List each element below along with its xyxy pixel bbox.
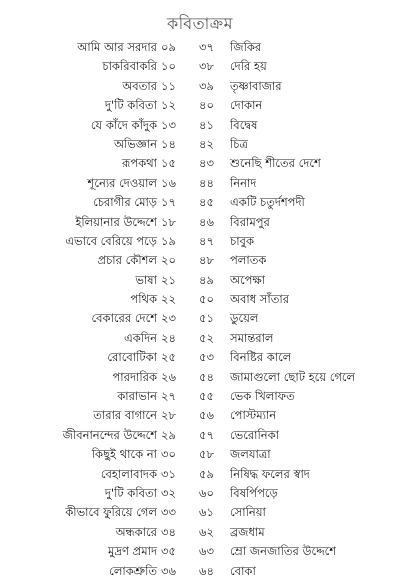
toc-right-page: ৬১ <box>199 505 214 520</box>
toc-left-title: শূন্যের দেওয়াল <box>87 175 157 190</box>
toc-left-page: ১৬ <box>161 175 176 190</box>
toc-right-page: ৫৬ <box>199 408 214 423</box>
toc-left-page: ৩০ <box>161 447 176 462</box>
toc-right-title: সোনিয়া <box>230 505 266 520</box>
toc-row <box>0 96 400 115</box>
toc-left-title: ভাষা <box>135 272 157 287</box>
toc-row <box>0 77 400 96</box>
toc-row <box>0 542 400 561</box>
toc-row <box>0 329 400 348</box>
toc-row <box>0 348 400 367</box>
toc-right-page: ৪৩ <box>199 156 214 171</box>
toc-left-page: ৩৫ <box>161 544 176 559</box>
toc-left-page: ২১ <box>161 272 176 287</box>
toc-left-page: ২০ <box>161 253 176 268</box>
toc-left-title: কিছুই থাকে না <box>91 447 157 462</box>
toc-left-title: চেরাগীর মোড় <box>93 195 157 210</box>
toc-right-page: ৫৮ <box>199 447 214 462</box>
toc-row <box>0 135 400 154</box>
toc-left-title: আমি আর সরদার <box>77 40 157 54</box>
toc-right-title: একটি চতুর্দশপদী <box>230 195 305 210</box>
toc-right-title: তৃষ্ণাবাজার <box>230 78 282 93</box>
toc-right-title: নিনাদ <box>230 175 257 190</box>
toc-left-title: পারদারিক <box>112 369 157 384</box>
toc-right-title: ভেরোনিকা <box>230 427 280 442</box>
toc-right-title: ম্রো জনজাতির উদ্দেশে <box>230 544 337 559</box>
toc-right-title: শুনেছি শীতের দেশে <box>230 156 321 171</box>
toc-left-page: ২৩ <box>161 311 176 326</box>
toc-left-page: ০৯ <box>161 40 176 54</box>
toc-right-page: ৩৯ <box>199 78 214 93</box>
toc-left-page: ৩৩ <box>161 505 176 520</box>
toc-right-title: পোস্টম্যান <box>230 408 277 423</box>
toc-left-title: বেকারের দেশে <box>91 311 157 326</box>
toc-left-page: ৩৪ <box>161 524 176 539</box>
page-title: কবিতাক্রম <box>166 14 234 33</box>
toc-left-page: ২৬ <box>161 369 176 384</box>
toc-left-title: অবতার <box>122 78 157 93</box>
toc-left-title: লোকশ্রুতি <box>109 563 157 578</box>
toc-left-page: ৩৬ <box>161 563 176 578</box>
toc-left-page: ৩২ <box>161 485 176 500</box>
toc-left-title: তারার বাগানে <box>93 408 157 423</box>
toc-right-title: দেরি হয় <box>230 59 267 74</box>
toc-left-page: ১৩ <box>161 117 176 132</box>
toc-right-title: বিনষ্টির কালে <box>230 350 292 365</box>
toc-row <box>0 174 400 193</box>
toc-left-title: প্রচার কৌশল <box>97 253 157 268</box>
toc-right-page: ৬৪ <box>199 563 214 578</box>
toc-right-page: ৪৮ <box>199 253 214 268</box>
toc-left-page: ২২ <box>161 292 176 307</box>
toc-left-title: অন্ধকারে <box>115 524 157 539</box>
toc-right-title: ব্রজধাম <box>230 524 265 539</box>
toc-right-title: জিকির <box>230 40 262 54</box>
toc-right-page: ৩৭ <box>199 40 214 54</box>
toc-right-page: ৪৭ <box>199 233 214 248</box>
toc-right-title: বোকা <box>230 563 256 578</box>
toc-row <box>0 232 400 251</box>
toc-right-title: ডুয়েল <box>230 311 259 326</box>
toc-right-page: ৩৮ <box>199 59 214 74</box>
toc-row <box>0 562 400 581</box>
toc-right-title: অপেক্ষা <box>230 272 266 287</box>
toc-left-title: যে কাঁদে কাঁদুক <box>90 117 157 132</box>
toc-row <box>0 57 400 76</box>
toc-row <box>0 38 400 57</box>
toc-left-page: ১২ <box>161 98 176 113</box>
toc-right-page: ৬৩ <box>199 544 214 559</box>
toc-right-page: ৫৪ <box>199 369 214 384</box>
toc-row <box>0 290 400 309</box>
toc-left-page: ১৯ <box>161 233 176 248</box>
toc-row <box>0 406 400 425</box>
toc-table <box>0 38 400 581</box>
toc-row <box>0 503 400 522</box>
toc-left-title: রোবোটিকা <box>107 350 157 365</box>
toc-right-title: বিদ্বেষ <box>230 117 258 132</box>
toc-row <box>0 465 400 484</box>
toc-right-title: জামাগুলো ছোট হয়ে গেলে <box>230 369 356 384</box>
toc-left-title: ইলিয়ানার উদ্দেশে <box>75 214 157 229</box>
toc-left-page: ২৯ <box>161 427 176 442</box>
toc-right-title: পলাতক <box>230 253 267 268</box>
toc-row <box>0 154 400 173</box>
toc-left-title: পথিক <box>130 292 157 307</box>
toc-left-page: ১৭ <box>161 195 176 210</box>
toc-right-page: ৪৬ <box>199 214 214 229</box>
toc-right-title: বিষর্পিপড়ে <box>230 485 278 500</box>
toc-left-page: ২৪ <box>161 330 176 345</box>
toc-row <box>0 387 400 406</box>
toc-left-page: ২৮ <box>161 408 176 423</box>
toc-row <box>0 484 400 503</box>
toc-row <box>0 193 400 212</box>
toc-right-page: ৪৫ <box>199 195 214 210</box>
toc-right-page: ৫৩ <box>199 350 214 365</box>
toc-row <box>0 426 400 445</box>
toc-row <box>0 271 400 290</box>
toc-left-page: ২৫ <box>161 350 176 365</box>
toc-right-title: বিরামপুর <box>230 214 270 229</box>
toc-left-title: এভাবে বেরিয়ে পড়ে <box>65 233 157 248</box>
toc-right-title: ভেক খিলাফত <box>230 389 295 404</box>
toc-left-page: ১০ <box>161 59 176 74</box>
toc-left-title: দু'টি কবিতা <box>104 485 157 500</box>
toc-right-title: দোকান <box>230 98 263 113</box>
toc-left-title: কীভাবে ফুরিয়ে গেল <box>65 505 157 520</box>
toc-right-page: ৪১ <box>199 117 214 132</box>
toc-left-title: বেহালাবাদক <box>100 466 157 481</box>
toc-right-page: ৬০ <box>199 485 214 500</box>
toc-left-page: ৩১ <box>161 466 176 481</box>
toc-left-page: ২৭ <box>161 389 176 404</box>
toc-row <box>0 523 400 542</box>
toc-left-title: কারাভান <box>117 389 157 404</box>
toc-left-page: ১৪ <box>161 136 176 151</box>
toc-right-title: অবাধ সাঁতার <box>230 292 290 307</box>
toc-right-page: ৫৫ <box>199 389 214 404</box>
toc-row <box>0 309 400 328</box>
toc-right-page: ৫২ <box>199 330 214 345</box>
toc-left-page: ১১ <box>161 78 176 93</box>
toc-row <box>0 116 400 135</box>
toc-right-title: নিষিদ্ধ ফলের স্বাদ <box>230 466 310 481</box>
toc-right-page: ৫১ <box>199 311 214 326</box>
toc-left-page: ১৫ <box>161 156 176 171</box>
toc-left-title: মুদ্রণ প্রমাদ <box>108 544 157 559</box>
toc-left-title: চাকরিবাকরি <box>102 59 157 74</box>
toc-right-page: ৪৯ <box>199 272 214 287</box>
toc-left-title: একদিন <box>124 330 157 345</box>
toc-right-page: ৪২ <box>199 136 214 151</box>
toc-row <box>0 368 400 387</box>
toc-right-title: জলযাত্রা <box>230 447 271 462</box>
toc-left-title: জীবনানন্দের উদ্দেশে <box>62 427 157 442</box>
toc-right-page: ৫৯ <box>199 466 214 481</box>
toc-right-title: সমান্তরাল <box>230 330 274 345</box>
toc-right-title: চাবুক <box>230 233 254 248</box>
toc-row <box>0 213 400 232</box>
toc-row <box>0 251 400 270</box>
toc-right-page: ৪০ <box>199 98 214 113</box>
toc-right-title: চিত্র <box>230 136 248 151</box>
toc-left-title: রূপকথা <box>121 156 157 171</box>
toc-left-page: ১৮ <box>161 214 176 229</box>
toc-left-title: অভিজ্ঞান <box>113 136 157 151</box>
toc-left-title: দু'টি কবিতা <box>104 98 157 113</box>
toc-right-page: ৫০ <box>199 292 214 307</box>
toc-right-page: ৫৭ <box>199 427 214 442</box>
toc-row <box>0 445 400 464</box>
toc-right-page: ৪৪ <box>199 175 214 190</box>
toc-right-page: ৬২ <box>199 524 214 539</box>
